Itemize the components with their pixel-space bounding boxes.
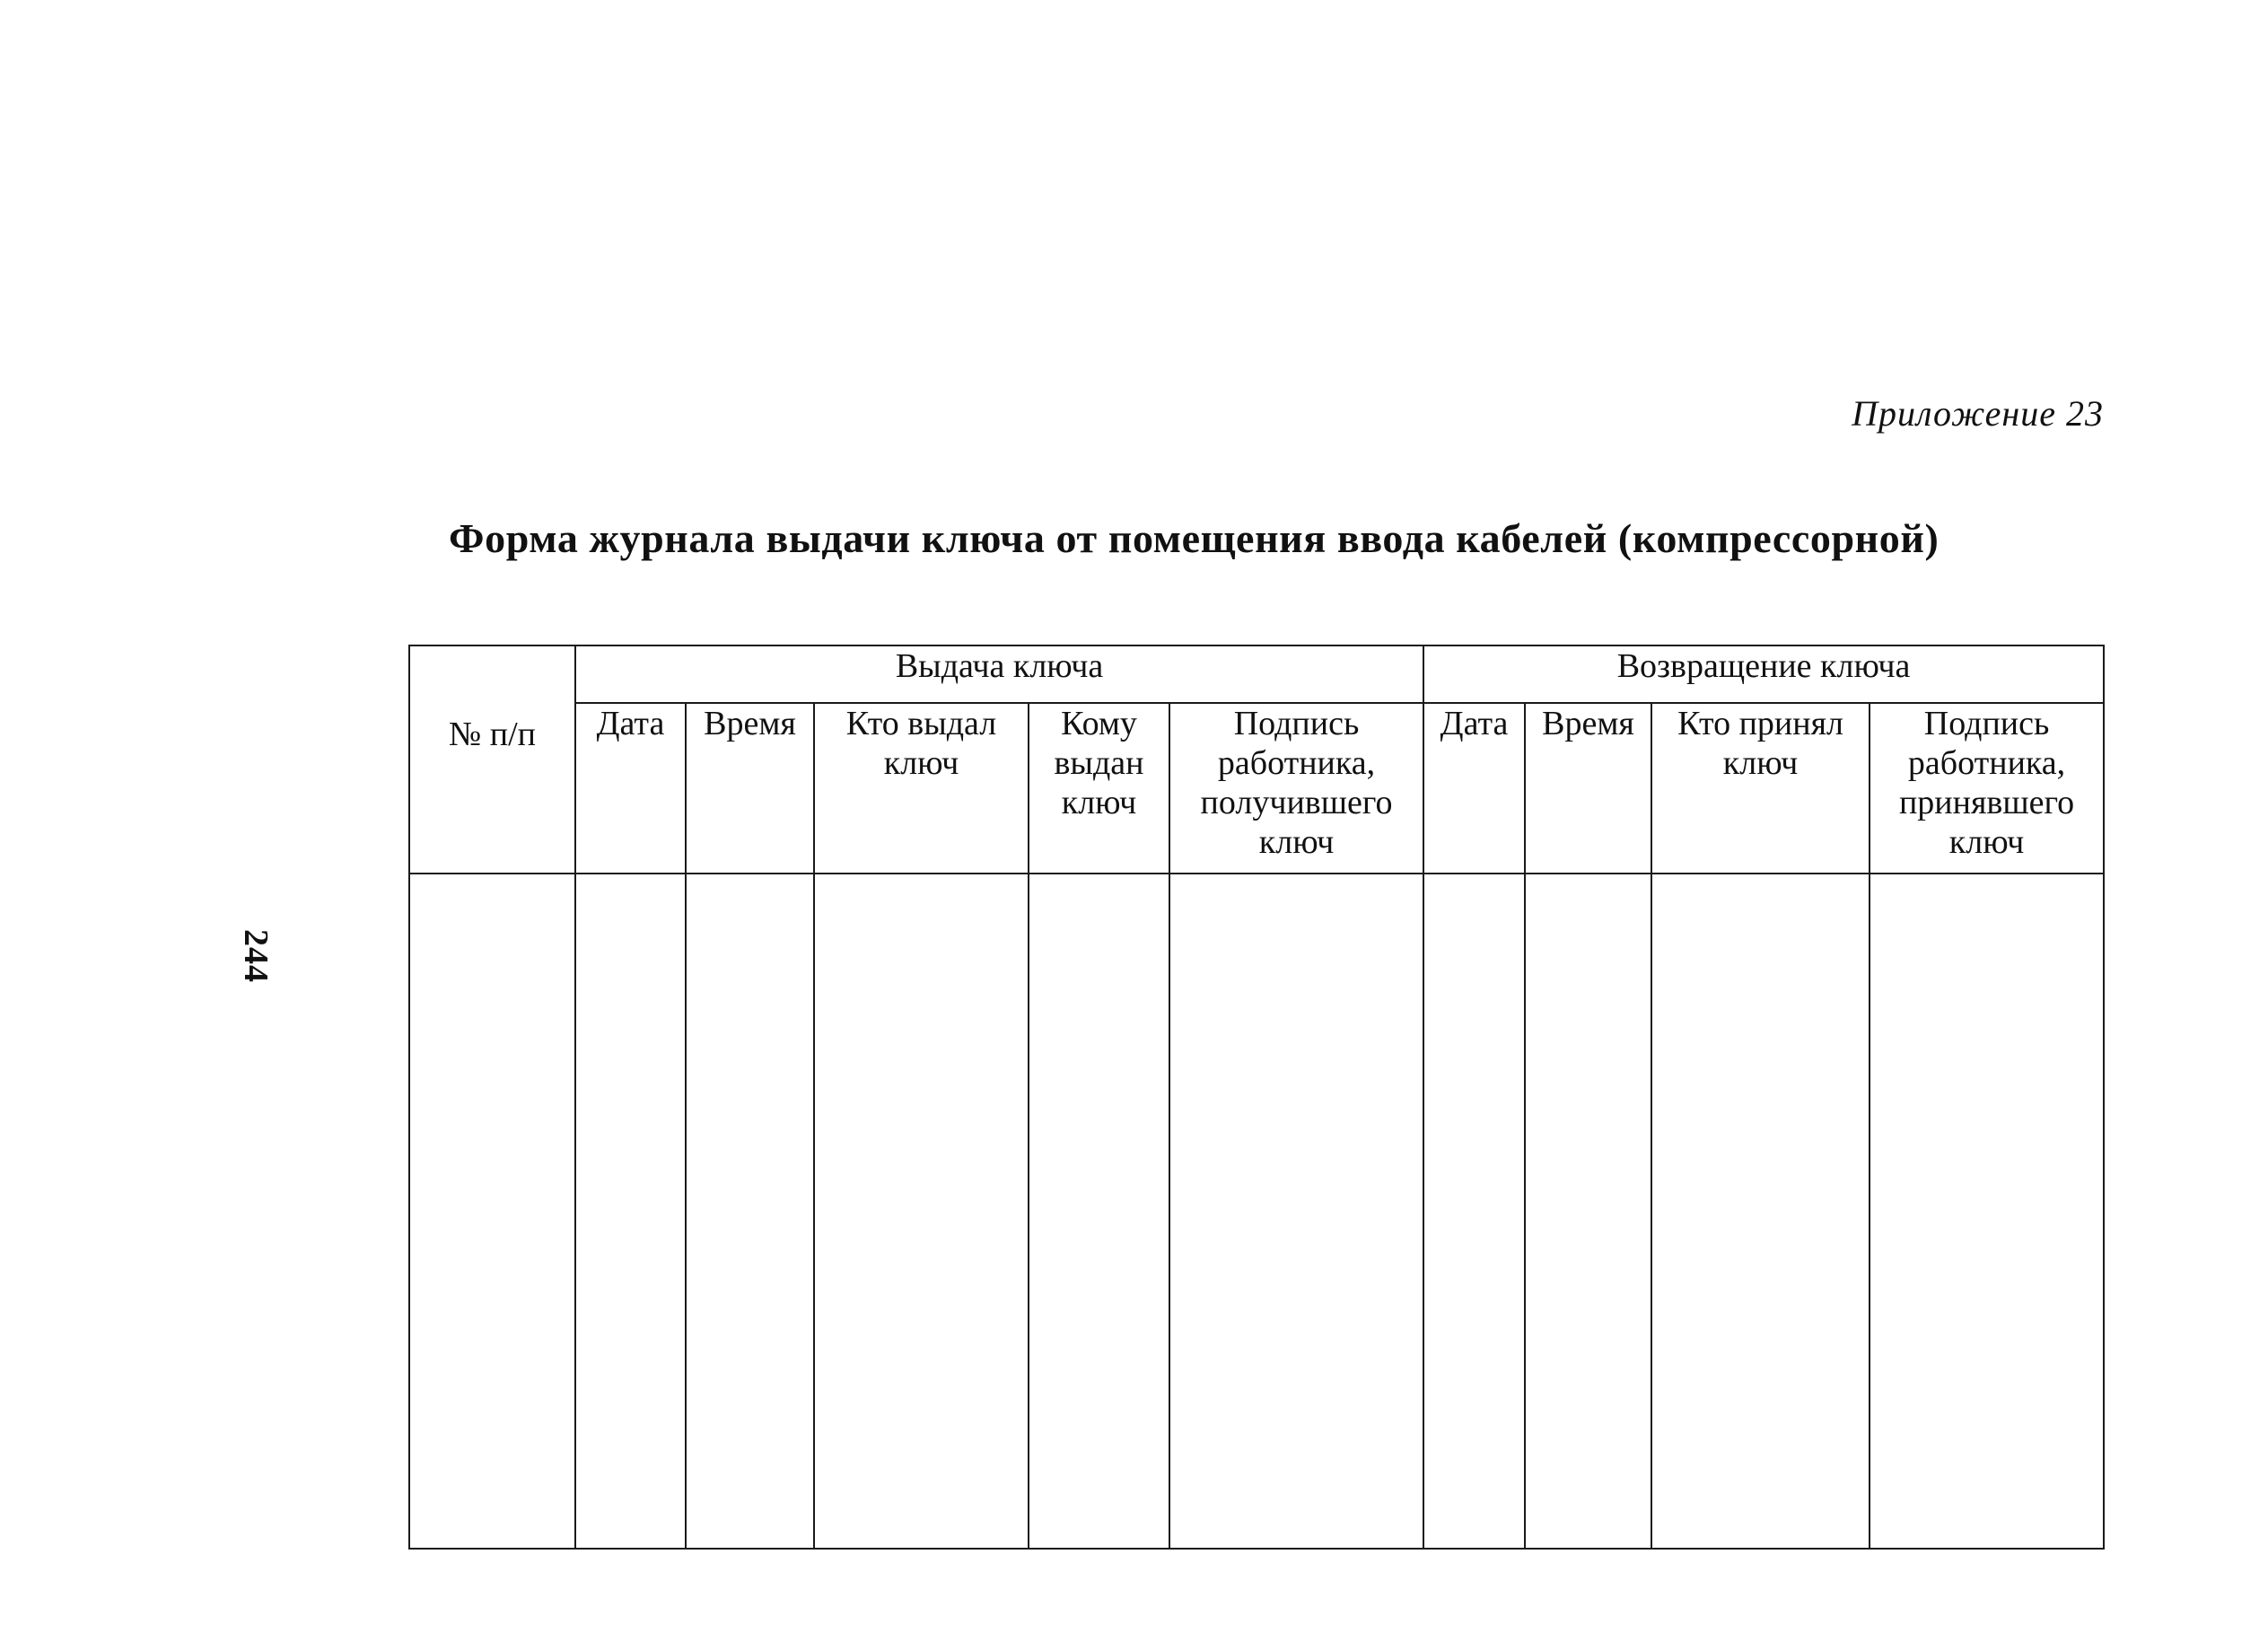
cell-issued-to [1029, 874, 1169, 1549]
appendix-label: Приложение 23 [1852, 393, 2104, 434]
header-issue-date: Дата [575, 703, 686, 874]
table-header-group-row [409, 645, 2104, 703]
header-acceptor-signature: Подпись работника, принявшего ключ [1870, 703, 2104, 874]
cell-receiver-signature [1169, 874, 1423, 1549]
page-number: 244 [237, 929, 275, 983]
cell-number [409, 874, 575, 1549]
cell-acceptor-signature [1870, 874, 2104, 1549]
cell-issue-date [575, 874, 686, 1549]
cell-return-time [1525, 874, 1651, 1549]
cell-accepted-by [1651, 874, 1870, 1549]
header-issued-to: Кому выдан ключ [1029, 703, 1169, 874]
cell-return-date [1423, 874, 1525, 1549]
header-key-return: Возвращение ключа [1423, 645, 2104, 703]
key-journal-table [408, 645, 2105, 1550]
header-key-issue: Выдача ключа [575, 645, 1423, 703]
header-return-time: Время [1525, 703, 1651, 874]
table-row [409, 874, 2104, 1549]
header-issue-time: Время [686, 703, 814, 874]
header-return-date: Дата [1423, 703, 1525, 874]
header-issued-by: Кто выдал ключ [814, 703, 1029, 874]
table-header-column-row [409, 703, 2104, 874]
cell-issued-by [814, 874, 1029, 1549]
page-title: Форма журнала выдачи ключа от помещения ввода кабелей (компрессорной) [449, 515, 1940, 561]
header-number: № п/п [409, 645, 575, 874]
header-receiver-signature: Подпись работника, получившего ключ [1169, 703, 1423, 874]
cell-issue-time [686, 874, 814, 1549]
header-accepted-by: Кто принял ключ [1651, 703, 1870, 874]
